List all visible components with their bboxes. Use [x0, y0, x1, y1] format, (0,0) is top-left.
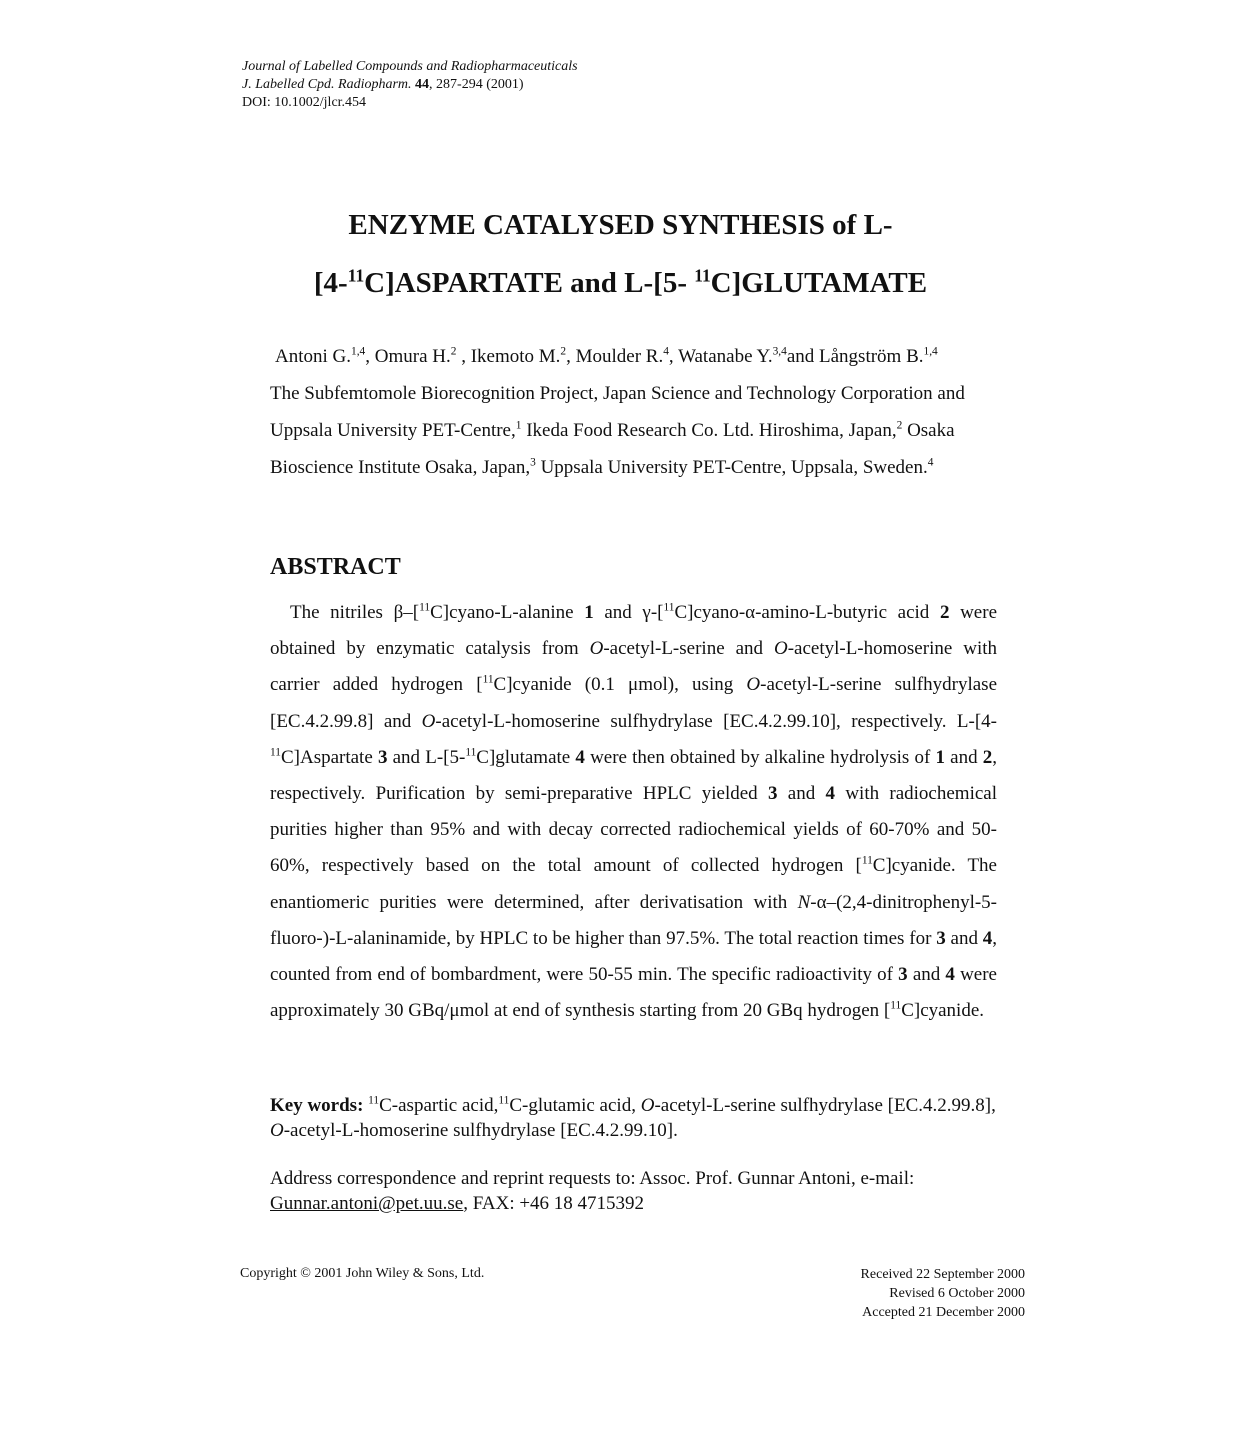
author-list: Antoni G.$^{1,4}$, Omura H.$^2$ , Ikemoto M.$^2$, Moulder R.$^4$, Watanabe Y.$^{3,4}$and Långström B.$^{1,4}$	[275, 345, 938, 367]
journal-name: Journal of Labelled Compounds and Radiopharmaceuticals	[242, 59, 578, 74]
citation: J. Labelled Cpd. Radiopharm. 44, 287-294 (2001)	[242, 77, 524, 92]
affiliations: The Subfemtomole Biorecognition Project, Japan Science and Technology Corporation and Uppsala University PET-Centre,$^1$ Ikeda Food Research Co. Ltd. Hiroshima, Japan,$^2$ Osaka Bioscience Institute Osaka, Japan,$^3$ Uppsala University PET-Centre, Uppsala, Sweden.$^4$	[270, 383, 965, 478]
keywords: Key words: $^{11}$C-aspartic acid,$^{11}$C-glutamic acid, O-acetyl-L-serine sulfhydrylase [EC.4.2.99.8], O-acetyl-L-homoserine sulfhydrylase [EC.4.2.99.10].	[270, 1094, 996, 1141]
copyright: Copyright © 2001 John Wiley & Sons, Ltd.	[240, 1266, 485, 1281]
paper-title: ENZYME CATALYSED SYNTHESIS of L- [4-$^{11}$C]ASPARTATE and L-[5- $^{11}$C]GLUTAMATE	[313, 209, 928, 299]
abstract-heading: ABSTRACT	[270, 554, 401, 580]
journal-header	[242, 58, 578, 112]
article-dates	[780, 1265, 1025, 1322]
doi: DOI: 10.1002/jlcr.454	[242, 95, 367, 110]
email-link[interactable]: Gunnar.antoni@pet.uu.se	[270, 1193, 464, 1214]
authors-and-affiliations	[270, 338, 1010, 486]
revised-date: Revised 6 October 2000	[889, 1286, 1025, 1301]
received-date: Received 22 September 2000	[860, 1267, 1025, 1282]
correspondence-address: Address correspondence and reprint requests to: Assoc. Prof. Gunnar Antoni, e-mail: Gunnar.antoni@pet.uu.se, FAX: +46 18 4715392	[270, 1168, 915, 1214]
abstract-body: The nitriles β–[$^{11}$C]cyano-L-alanine 1 and γ-[$^{11}$C]cyano-α-amino-L-butyric acid 2 were obtained by enzymatic catalysis from O-acetyl-L-serine and O-acetyl-L-homoserine with carrier added hydrogen [$^{11}$C]cyanide (0.1 μmol), using O-acetyl-L-serine sulfhydrylase [EC.4.2.99.8] and O-acetyl-L-homoserine sulfhydrylase [EC.4.2.99.10], respectively. L-[4-$^{11}$C]Aspartate 3 and L-[5-$^{11}$C]glutamate 4 were then obtained by alkaline hydrolysis of 1 and 2, respectively. Purification by semi-preparative HPLC yielded 3 and 4 with radiochemical purities higher than 95% and with decay corrected radiochemical yields of 60-70% and 50-60%, respectively based on the total amount of collected hydrogen [$^{11}$C]cyanide. The enantiomeric purities were determined, after derivatisation with N-α–(2,4-dinitrophenyl-5-fluoro-)-L-alaninamide, by HPLC to be higher than 97.5%. The total reaction times for 3 and 4, counted from end of bombardment, were 50-55 min. The specific radioactivity of 3 and 4 were approximately 30 GBq/μmol at end of synthesis starting from 20 GBq hydrogen [$^{11}$C]cyanide.	[270, 601, 998, 1022]
accepted-date: Accepted 21 December 2000	[862, 1305, 1025, 1320]
